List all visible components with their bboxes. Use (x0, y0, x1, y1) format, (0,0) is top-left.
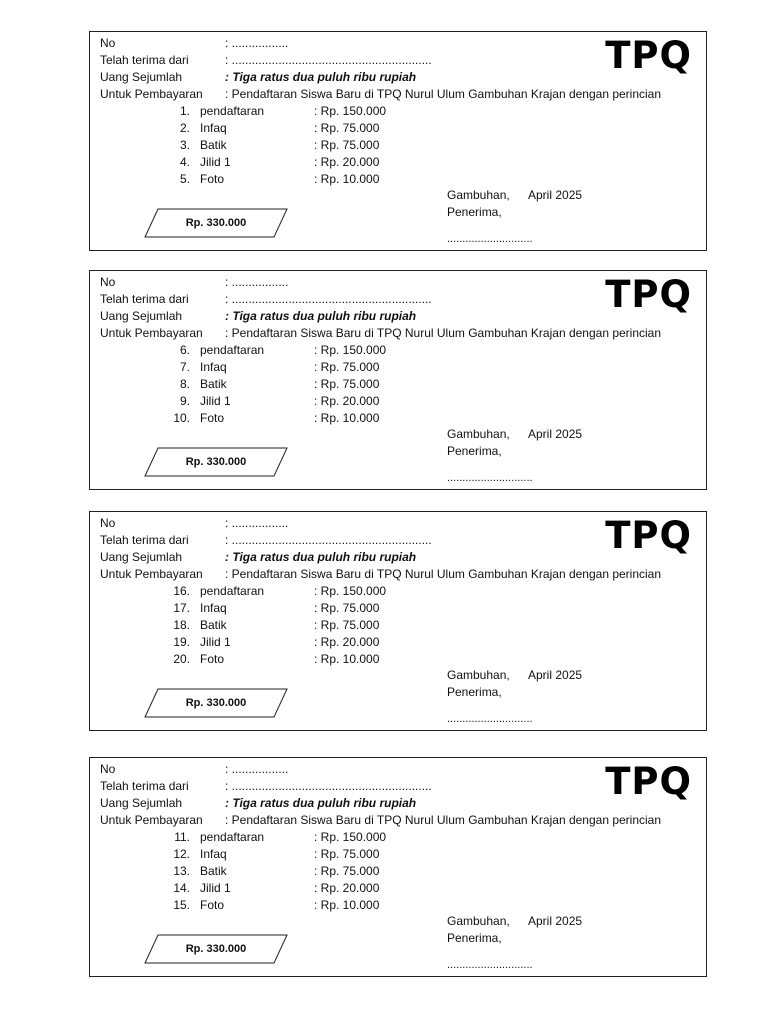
place: Gambuhan, (447, 668, 510, 682)
signature-line: ............................ (447, 959, 533, 971)
received-from-label: Telah terima dari (100, 779, 189, 793)
line-item-amount: : Rp. 20.000 (314, 881, 380, 895)
line-item-name: Jilid 1 (200, 155, 231, 169)
amount-in-words-value: : Tiga ratus dua puluh ribu rupiah (225, 309, 417, 323)
line-item-name: Batik (200, 618, 227, 632)
line-item (100, 897, 430, 913)
total-box (144, 934, 288, 964)
line-item-number: 11. (174, 830, 190, 844)
line-item-name: Batik (200, 377, 227, 391)
receipt (89, 31, 707, 251)
line-item-number: 18. (173, 618, 190, 632)
line-item-name: Batik (200, 138, 227, 152)
receipt-number-label: No (100, 762, 116, 776)
signature-line: ............................ (447, 233, 533, 245)
tpq-logo: TPQ (605, 514, 692, 557)
line-item-name: Infaq (200, 601, 227, 615)
line-item-name: Infaq (200, 360, 227, 374)
line-item-amount: : Rp. 150.000 (314, 584, 387, 598)
total-amount: Rp. 330.000 (185, 697, 247, 709)
receipt-number-value: : ................. (225, 275, 289, 289)
line-item-amount: : Rp. 75.000 (314, 138, 380, 152)
line-item-number: 15. (173, 898, 190, 912)
line-item (100, 103, 430, 119)
line-item (100, 846, 430, 862)
amount-in-words-label: Uang Sejumlah (100, 550, 183, 564)
payment-purpose-value: : Pendaftaran Siswa Baru di TPQ Nurul Ulum Gambuhan Krajan dengan perincian (225, 813, 662, 827)
line-item-number: 3. (179, 138, 190, 152)
line-item-name: pendaftaran (200, 104, 265, 118)
line-item-name: Foto (200, 172, 225, 186)
date: April 2025 (528, 188, 583, 202)
receipt-number-label: No (100, 516, 116, 530)
payment-purpose-value: : Pendaftaran Siswa Baru di TPQ Nurul Ulum Gambuhan Krajan dengan perincian (225, 326, 662, 340)
line-item (100, 863, 430, 879)
line-item-amount: : Rp. 75.000 (314, 377, 380, 391)
receipt-number-label: No (100, 275, 116, 289)
received-from-label: Telah terima dari (100, 292, 189, 306)
payment-purpose-label: Untuk Pembayaran (100, 813, 203, 827)
line-item (100, 880, 430, 896)
amount-in-words-label: Uang Sejumlah (100, 796, 183, 810)
line-item-number: 1. (179, 104, 190, 118)
total-amount: Rp. 330.000 (185, 217, 247, 229)
signature-line: ............................ (447, 472, 533, 484)
received-from-value: : ............................................................ (225, 292, 432, 306)
receipt (89, 757, 707, 977)
line-item-number: 5. (179, 172, 190, 186)
line-item (100, 410, 430, 426)
line-item-amount: : Rp. 10.000 (314, 898, 380, 912)
line-item (100, 617, 430, 633)
line-item (100, 359, 430, 375)
line-item-amount: : Rp. 10.000 (314, 172, 380, 186)
line-item-amount: : Rp. 10.000 (314, 411, 380, 425)
received-from-value: : ............................................................ (225, 53, 432, 67)
receipt (89, 511, 707, 731)
line-item (100, 342, 430, 358)
line-item-number: 8. (179, 377, 190, 391)
line-item-name: Foto (200, 411, 225, 425)
total-box (144, 688, 288, 718)
line-item-name: Jilid 1 (200, 881, 231, 895)
signature-line: ............................ (447, 713, 533, 725)
tpq-logo: TPQ (605, 34, 692, 77)
line-item-number: 6. (179, 343, 190, 357)
line-item (100, 171, 430, 187)
line-item (100, 583, 430, 599)
line-item-amount: : Rp. 10.000 (314, 652, 380, 666)
line-item-name: Foto (200, 652, 225, 666)
line-item (100, 829, 430, 845)
line-item (100, 376, 430, 392)
line-item-amount: : Rp. 75.000 (314, 121, 380, 135)
payment-purpose-value: : Pendaftaran Siswa Baru di TPQ Nurul Ulum Gambuhan Krajan dengan perincian (225, 567, 662, 581)
line-item-name: Infaq (200, 847, 227, 861)
line-item (100, 651, 430, 667)
line-item-number: 2. (179, 121, 190, 135)
line-item-amount: : Rp. 75.000 (314, 601, 380, 615)
place: Gambuhan, (447, 427, 510, 441)
line-item (100, 393, 430, 409)
date: April 2025 (528, 914, 583, 928)
line-item-amount: : Rp. 20.000 (314, 155, 380, 169)
receiver-label: Penerima, (447, 444, 502, 458)
total-box (144, 208, 288, 238)
receiver-label: Penerima, (447, 205, 502, 219)
line-item-number: 19. (173, 635, 190, 649)
receipt (89, 270, 707, 490)
line-item-number: 12. (173, 847, 190, 861)
line-item-number: 4. (179, 155, 190, 169)
line-item-amount: : Rp. 75.000 (314, 618, 380, 632)
payment-purpose-label: Untuk Pembayaran (100, 567, 203, 581)
total-amount: Rp. 330.000 (185, 943, 247, 955)
line-item-amount: : Rp. 75.000 (314, 360, 380, 374)
date: April 2025 (528, 668, 583, 682)
line-item-number: 9. (179, 394, 190, 408)
line-item-name: pendaftaran (200, 830, 265, 844)
receipt-number-value: : ................. (225, 36, 289, 50)
total-amount: Rp. 330.000 (185, 456, 247, 468)
receipt-number-label: No (100, 36, 116, 50)
line-item-name: Batik (200, 864, 227, 878)
receipt-number-value: : ................. (225, 516, 289, 530)
total-box (144, 447, 288, 477)
line-item-number: 20. (173, 652, 190, 666)
line-item-amount: : Rp. 150.000 (314, 343, 387, 357)
received-from-value: : ............................................................ (225, 533, 432, 547)
line-item-number: 17. (173, 601, 190, 615)
received-from-label: Telah terima dari (100, 533, 189, 547)
line-item-amount: : Rp. 75.000 (314, 847, 380, 861)
line-item (100, 634, 430, 650)
line-item-amount: : Rp. 150.000 (314, 104, 387, 118)
date: April 2025 (528, 427, 583, 441)
line-item-amount: : Rp. 150.000 (314, 830, 387, 844)
place: Gambuhan, (447, 188, 510, 202)
line-item-amount: : Rp. 75.000 (314, 864, 380, 878)
line-item-number: 14. (173, 881, 190, 895)
line-item-number: 16. (173, 584, 190, 598)
line-item-number: 10. (173, 411, 190, 425)
place: Gambuhan, (447, 914, 510, 928)
payment-purpose-value: : Pendaftaran Siswa Baru di TPQ Nurul Ulum Gambuhan Krajan dengan perincian (225, 87, 662, 101)
line-item-name: pendaftaran (200, 343, 265, 357)
receiver-label: Penerima, (447, 685, 502, 699)
amount-in-words-value: : Tiga ratus dua puluh ribu rupiah (225, 550, 417, 564)
line-item-number: 7. (179, 360, 190, 374)
line-item (100, 137, 430, 153)
amount-in-words-label: Uang Sejumlah (100, 70, 183, 84)
line-item (100, 154, 430, 170)
line-item-name: Jilid 1 (200, 394, 231, 408)
line-item (100, 120, 430, 136)
payment-purpose-label: Untuk Pembayaran (100, 87, 203, 101)
tpq-logo: TPQ (605, 760, 692, 803)
received-from-value: : ............................................................ (225, 779, 432, 793)
received-from-label: Telah terima dari (100, 53, 189, 67)
line-item-name: pendaftaran (200, 584, 265, 598)
receiver-label: Penerima, (447, 931, 502, 945)
amount-in-words-value: : Tiga ratus dua puluh ribu rupiah (225, 796, 417, 810)
amount-in-words-value: : Tiga ratus dua puluh ribu rupiah (225, 70, 417, 84)
amount-in-words-label: Uang Sejumlah (100, 309, 183, 323)
payment-purpose-label: Untuk Pembayaran (100, 326, 203, 340)
line-item-name: Jilid 1 (200, 635, 231, 649)
tpq-logo: TPQ (605, 273, 692, 316)
line-item-name: Foto (200, 898, 225, 912)
line-item-amount: : Rp. 20.000 (314, 635, 380, 649)
line-item-name: Infaq (200, 121, 227, 135)
line-item-number: 13. (173, 864, 190, 878)
line-item-amount: : Rp. 20.000 (314, 394, 380, 408)
line-item (100, 600, 430, 616)
receipt-number-value: : ................. (225, 762, 289, 776)
